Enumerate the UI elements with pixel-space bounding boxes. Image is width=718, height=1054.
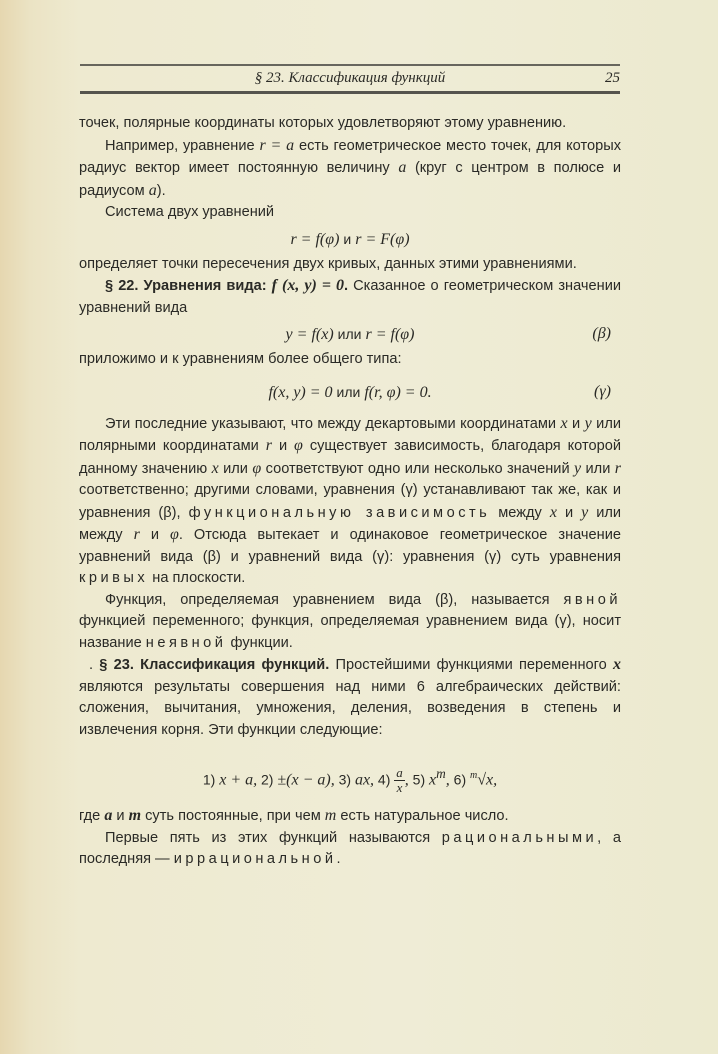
paragraph: где a и m суть постоянные, при чем m есть натуральное число. [79,807,509,824]
paragraph: определяет точки пересечения двух кривых, данных этими уравнениями. [79,255,577,272]
equation-tag: (γ) [594,382,611,400]
paragraph: точек, полярные координаты которых удовлетворяют этому уравнению. [79,115,567,131]
paragraph: Например, уравнение r = a есть геометрическое место точек, для которых радиус вектор имеет постоянную величину a (круг с центром в полюсе и радиусом a). [79,136,621,199]
section-23-heading: . § 23. Классификация функций. Простейшими функциями переменного x являются результаты совершения над ними 6 алгебраических действий: сложения, вычитания, умножения, деления, возведения в степень и извлечения корня. Эти функции следующие: [79,656,622,738]
formula-functions-list: 1) x + a, 2) ±(x − a), 3) ax, 4) $\frac{a}{x}$ , 5) $x^m$, 6) $^m$√x, [202,765,498,796]
page-number: 25 [605,70,620,86]
formula-gamma: f(x, y) = 0 или f(r, φ) = 0. (γ) [79,377,621,407]
paragraph: Система двух уравнений [105,204,275,220]
formula-beta: y = f(x) или r = f(φ) (β) [79,319,621,349]
paragraph: Эти последние указывают, что между декартовыми координатами x и y или полярными координатами r и φ существует зависимость, благодаря которой данному значению x или φ соответствуют одно или несколько значений y или r соответственно; другими словами, уравнения (γ) устанавливают так же, как и уравнения (β), функциональную зависимость между x и y или между r и φ. Отсюда вытекает и одинаковое геометрическое значение уравнений вида (β) и уравнений вида (γ): уравнения (γ) суть уравнения кривых на плоскости. [79,414,622,586]
paragraph: Первые пять из этих функций называются рациональными, а последняя — иррациональной. [79,829,621,867]
fraction: $\frac{a}{x}$ [396,765,403,796]
paragraph: Функция, определяемая уравнением вида (β), называется явной функцией переменного; функция, определяемая уравнением вида (γ), носит название неявной функции. [79,591,621,651]
page-body [79,113,621,871]
formula-system: r = f(φ) и r = F(φ) [290,230,410,248]
running-title: § 23. Классификация функций [254,70,446,86]
section-22-heading: § 22. Уравнения вида: f (x, y) = 0. Сказанное о геометрическом значении уравнений вида [79,277,621,316]
equation-tag: (β) [592,325,611,342]
header-rule-top [80,64,620,66]
running-head [80,68,620,90]
paragraph: приложимо и к уравнениям более общего типа: [79,351,402,367]
header-rule-bottom [80,91,620,94]
